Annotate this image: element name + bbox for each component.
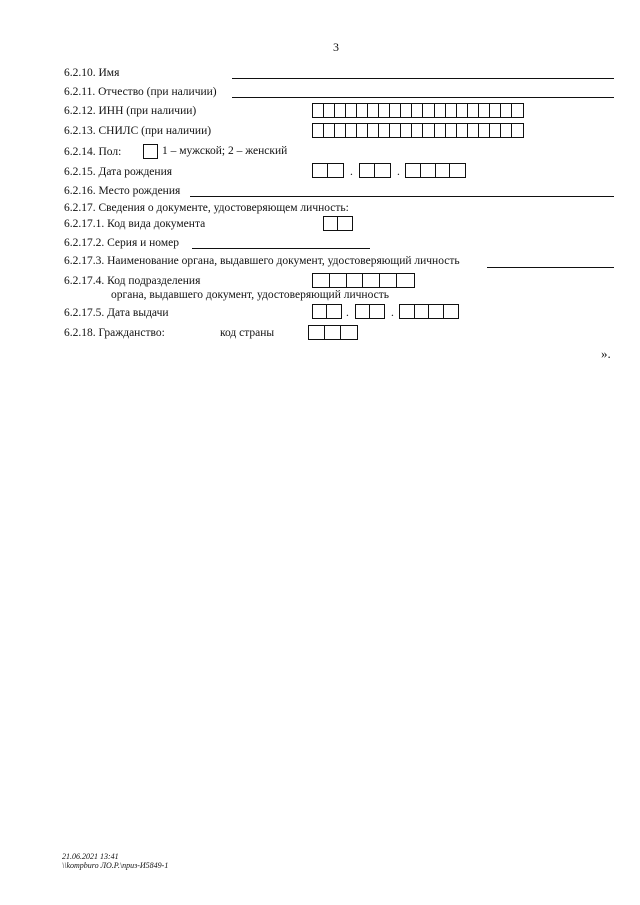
- label-division-code-cont: органа, выдавшего документ, удостоверяющий личность: [111, 289, 389, 301]
- division-code-cells[interactable]: [312, 273, 415, 288]
- date-separator: .: [350, 166, 353, 178]
- label-issue-date: 6.2.17.5. Дата выдачи: [64, 307, 169, 319]
- label-birth-date: 6.2.15. Дата рождения: [64, 166, 173, 178]
- label-doc-type-code: 6.2.17.1. Код вида документа: [64, 218, 206, 230]
- issue-month-cells[interactable]: [355, 304, 385, 319]
- series-number-line[interactable]: [192, 248, 370, 249]
- label-inn: 6.2.12. ИНН (при наличии): [64, 105, 197, 117]
- label-id-doc-header: 6.2.17. Сведения о документе, удостоверяющем личность:: [64, 202, 349, 214]
- label-division-code: 6.2.17.4. Код подразделения: [64, 275, 201, 287]
- label-sex: 6.2.14. Пол:: [64, 146, 122, 158]
- label-citizenship: 6.2.18. Гражданство:: [64, 327, 165, 339]
- birth-year-cells[interactable]: [405, 163, 466, 178]
- footer-stamp: [62, 852, 168, 870]
- closing-quote: ».: [601, 346, 611, 361]
- label-country-code: код страны: [220, 327, 275, 339]
- patronymic-line[interactable]: [232, 97, 614, 98]
- birth-place-line[interactable]: [190, 196, 614, 197]
- label-name: 6.2.10. Имя: [64, 67, 120, 79]
- birth-day-cells[interactable]: [312, 163, 344, 178]
- footer-date: 21.06.2021 13:41: [62, 852, 119, 861]
- issue-day-cells[interactable]: [312, 304, 342, 319]
- doc-type-code-cells[interactable]: [323, 216, 353, 231]
- footer-path: \\kompburo ЛО.Р.\приз-И5849-1: [62, 861, 169, 870]
- sex-cell[interactable]: [143, 144, 158, 159]
- birth-month-cells[interactable]: [359, 163, 391, 178]
- label-patronymic: 6.2.11. Отчество (при наличии): [64, 86, 217, 98]
- label-issuer-name: 6.2.17.3. Наименование органа, выдавшего документ, удостоверяющий личность: [64, 255, 460, 267]
- label-series-number: 6.2.17.2. Серия и номер: [64, 237, 179, 249]
- issue-year-cells[interactable]: [399, 304, 459, 319]
- label-snils: 6.2.13. СНИЛС (при наличии): [64, 125, 212, 137]
- country-code-cells[interactable]: [308, 325, 358, 340]
- snils-cells[interactable]: [312, 123, 524, 138]
- date-separator: .: [346, 307, 349, 319]
- name-line[interactable]: [232, 78, 614, 79]
- label-birth-place: 6.2.16. Место рождения: [64, 185, 181, 197]
- issuer-name-line[interactable]: [487, 267, 614, 268]
- date-separator: .: [391, 307, 394, 319]
- inn-cells[interactable]: [312, 103, 524, 118]
- page-number: 3: [333, 40, 339, 54]
- sex-options: 1 – мужской; 2 – женский: [162, 145, 288, 157]
- date-separator: .: [397, 166, 400, 178]
